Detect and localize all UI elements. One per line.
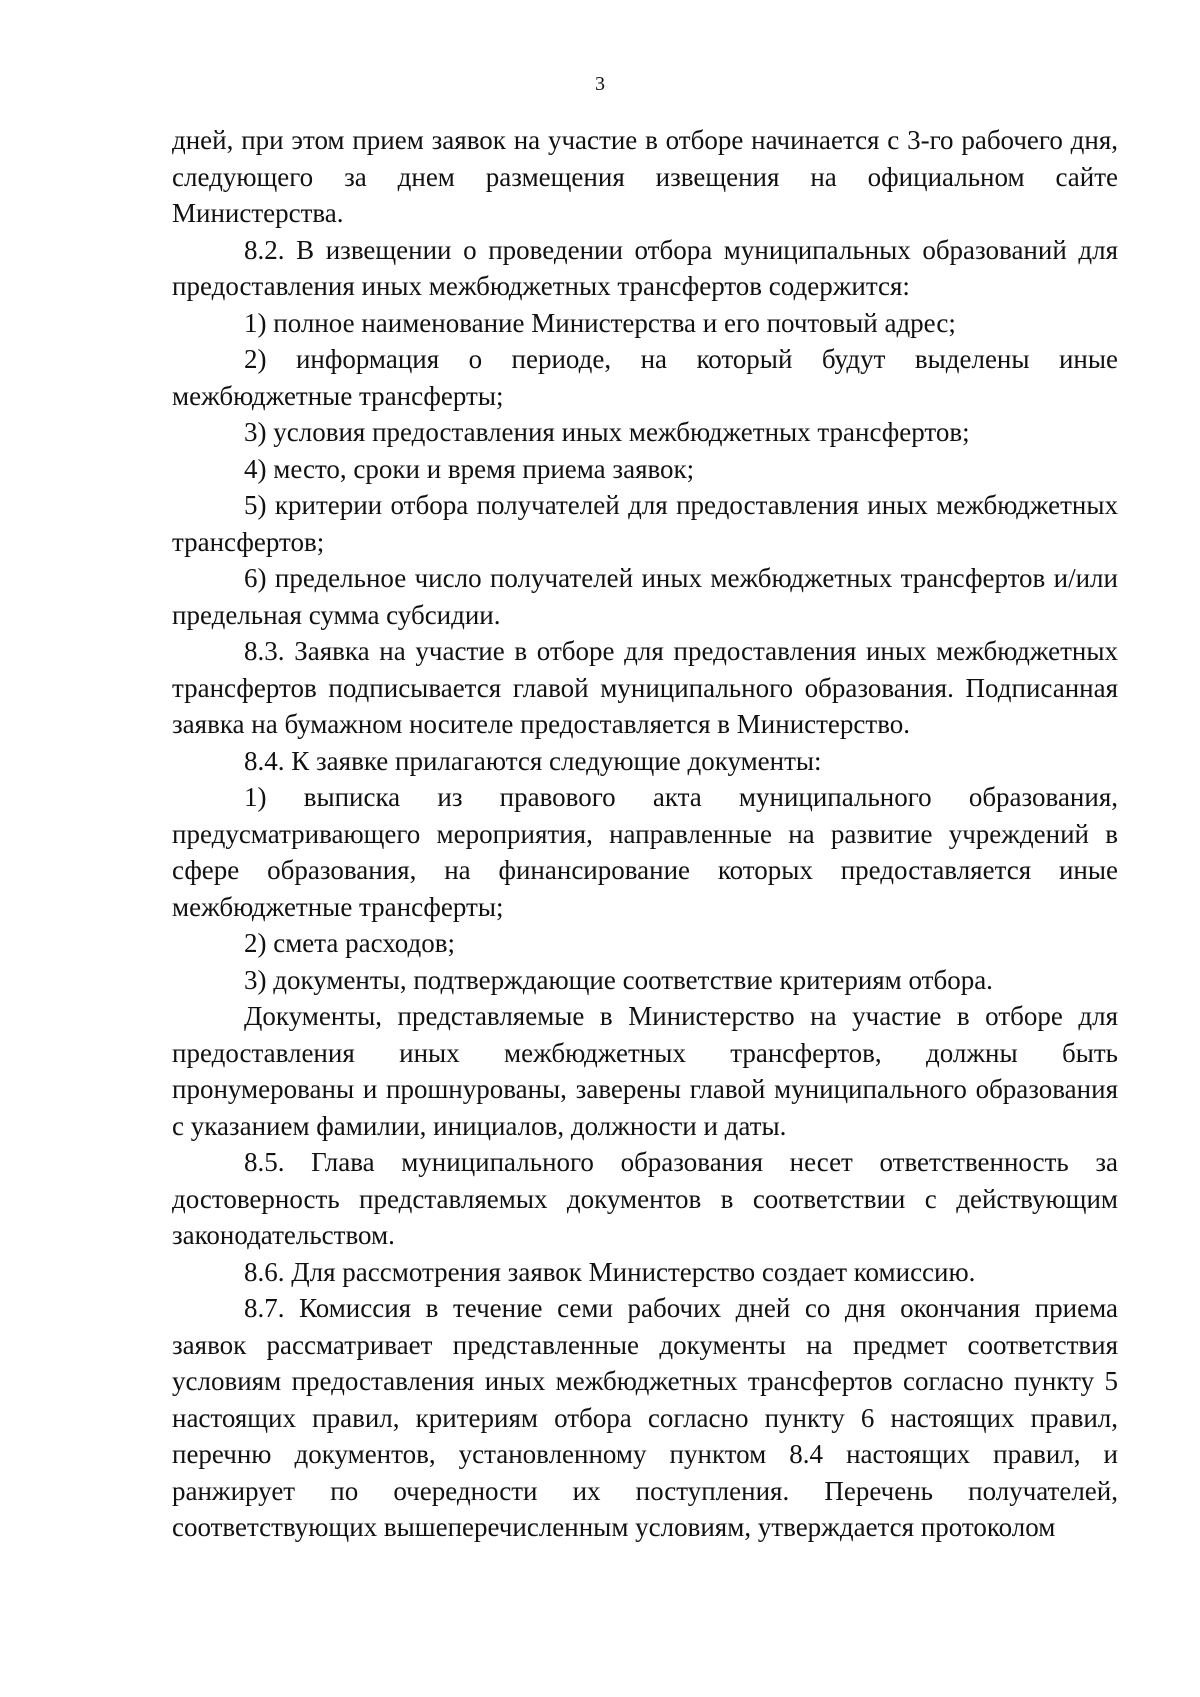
list-item-8-2-2: 2) информация о периоде, на который будут выделены иные межбюджетные трансферты; (172, 344, 1118, 411)
paragraph-continuation: дней, при этом прием заявок на участие в отборе начинается с 3-го рабочего дня, следующего за днем размещения извещения на официальном сайте Министерства. (172, 125, 1118, 228)
paragraph-8-7: 8.7. Комиссия в течение семи рабочих дней со дня окончания приема заявок рассматривает представленные документы на предмет соответствия условиям предоставления иных межбюджетных трансфертов согласно пункту 5 настоящих правил, критериям отбора согласно пункту 6 настоящих правил, перечню документов, установленному пунктом 8.4 настоящих правил, и ранжирует по очередности их поступления. Перечень получателей, соответствующих вышеперечисленным условиям, утверждается протоколом (172, 1293, 1118, 1542)
list-item-8-2-5: 5) критерии отбора получателей для предоставления иных межбюджетных трансфертов; (172, 490, 1118, 557)
list-item-8-4-2: 2) смета расходов; (244, 928, 455, 958)
list-item-8-2-4: 4) место, сроки и время приема заявок; (244, 453, 695, 484)
list-item-8-2-6: 6) предельное число получателей иных межбюджетных трансфертов и/или предельная сумма субсидии. (172, 563, 1118, 630)
page-number: 3 (595, 73, 605, 95)
list-item-8-4-1: 1) выписка из правового акта муниципального образования, предусматривающего мероприятия, направленные на развитие учреждений в сфере образования, на финансирование которых предоставляется иные межбюджетные трансферты; (172, 782, 1118, 922)
paragraph-8-6: 8.6. Для рассмотрения заявок Министерство создает комиссию. (244, 1256, 976, 1287)
paragraph-8-4: 8.4. К заявке прилагаются следующие документы: (244, 745, 822, 776)
list-item-8-2-3: 3) условия предоставления иных межбюджетных трансфертов; (244, 417, 970, 447)
document-body (172, 122, 1118, 1546)
list-item-8-4-3: 3) документы, подтверждающие соответствие критериям отбора. (244, 964, 993, 995)
paragraph-8-3: 8.3. Заявка на участие в отборе для предоставления иных межбюджетных трансфертов подписывается главой муниципального образования. Подписанная заявка на бумажном носителе предоставляется в Министерство. (172, 636, 1118, 739)
list-item-8-2-1: 1) полное наименование Министерства и его почтовый адрес; (244, 307, 956, 338)
paragraph-8-5: 8.5. Глава муниципального образования несет ответственность за достоверность представляемых документов в соответствии с действующим законодательством. (172, 1147, 1118, 1250)
paragraph-documents-requirements: Документы, представляемые в Министерство на участие в отборе для предоставления иных межбюджетных трансфертов, должны быть пронумерованы и прошнурованы, заверены главой муниципального образования с указанием фамилии, инициалов, должности и даты. (172, 1001, 1118, 1141)
paragraph-8-2: 8.2. В извещении о проведении отбора муниципальных образований для предоставления иных межбюджетных трансфертов содержится: (172, 234, 1118, 301)
